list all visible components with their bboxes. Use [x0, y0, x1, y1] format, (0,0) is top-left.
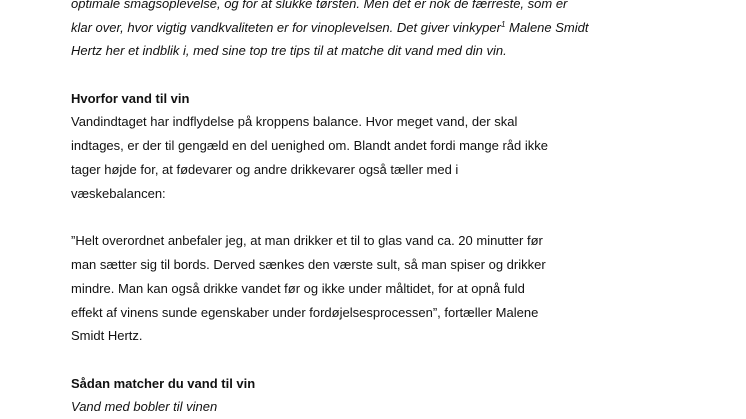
intro-line-3: Hertz her et indblik i, med sine top tre tips til at matche dit vand med din vin.	[71, 43, 507, 58]
section-heading-hvorfor: Hvorfor vand til vin	[71, 91, 190, 106]
intro-line-2	[71, 20, 588, 36]
footnote-marker: 1	[500, 20, 506, 29]
quote-line: effekt af vinens sunde egenskaber under fordøjelsesprocessen”, fortæller Malene	[71, 305, 539, 320]
paragraph-line: Vandindtaget har indflydelse på kroppens balance. Hvor meget vand, der skal	[71, 114, 518, 129]
quote-line: man sætter sig til bords. Derved sænkes den værste sult, så man spiser og drikker	[71, 257, 546, 272]
subheading-vand-med-bobler: Vand med bobler til vinen	[71, 399, 218, 414]
intro-line-1: optimale smagsoplevelse, og for at slukke tørsten. Men det er nok de færreste, som er	[71, 0, 568, 11]
quote-line: ”Helt overordnet anbefaler jeg, at man drikker et til to glas vand ca. 20 minutter før	[71, 233, 543, 248]
intro-line-2-tail: Malene Smidt	[505, 20, 589, 35]
paragraph-line: indtages, er der til gengæld en del uenighed om. Blandt andet fordi mange råd ikke	[71, 138, 548, 153]
paragraph-line: tager højde for, at fødevarer og andre drikkevarer også tæller med i	[71, 162, 459, 177]
quote-line: mindre. Man kan også drikke vandet før og ikke under måltidet, for at opnå fuld	[71, 281, 525, 296]
paragraph-line: væskebalancen:	[71, 186, 166, 201]
quote-line: Smidt Hertz.	[71, 328, 143, 343]
section-heading-saadan: Sådan matcher du vand til vin	[71, 376, 256, 391]
intro-line-2-text: klar over, hvor vigtig vandkvaliteten er for vinoplevelsen. Det giver vinkyper	[71, 20, 501, 35]
